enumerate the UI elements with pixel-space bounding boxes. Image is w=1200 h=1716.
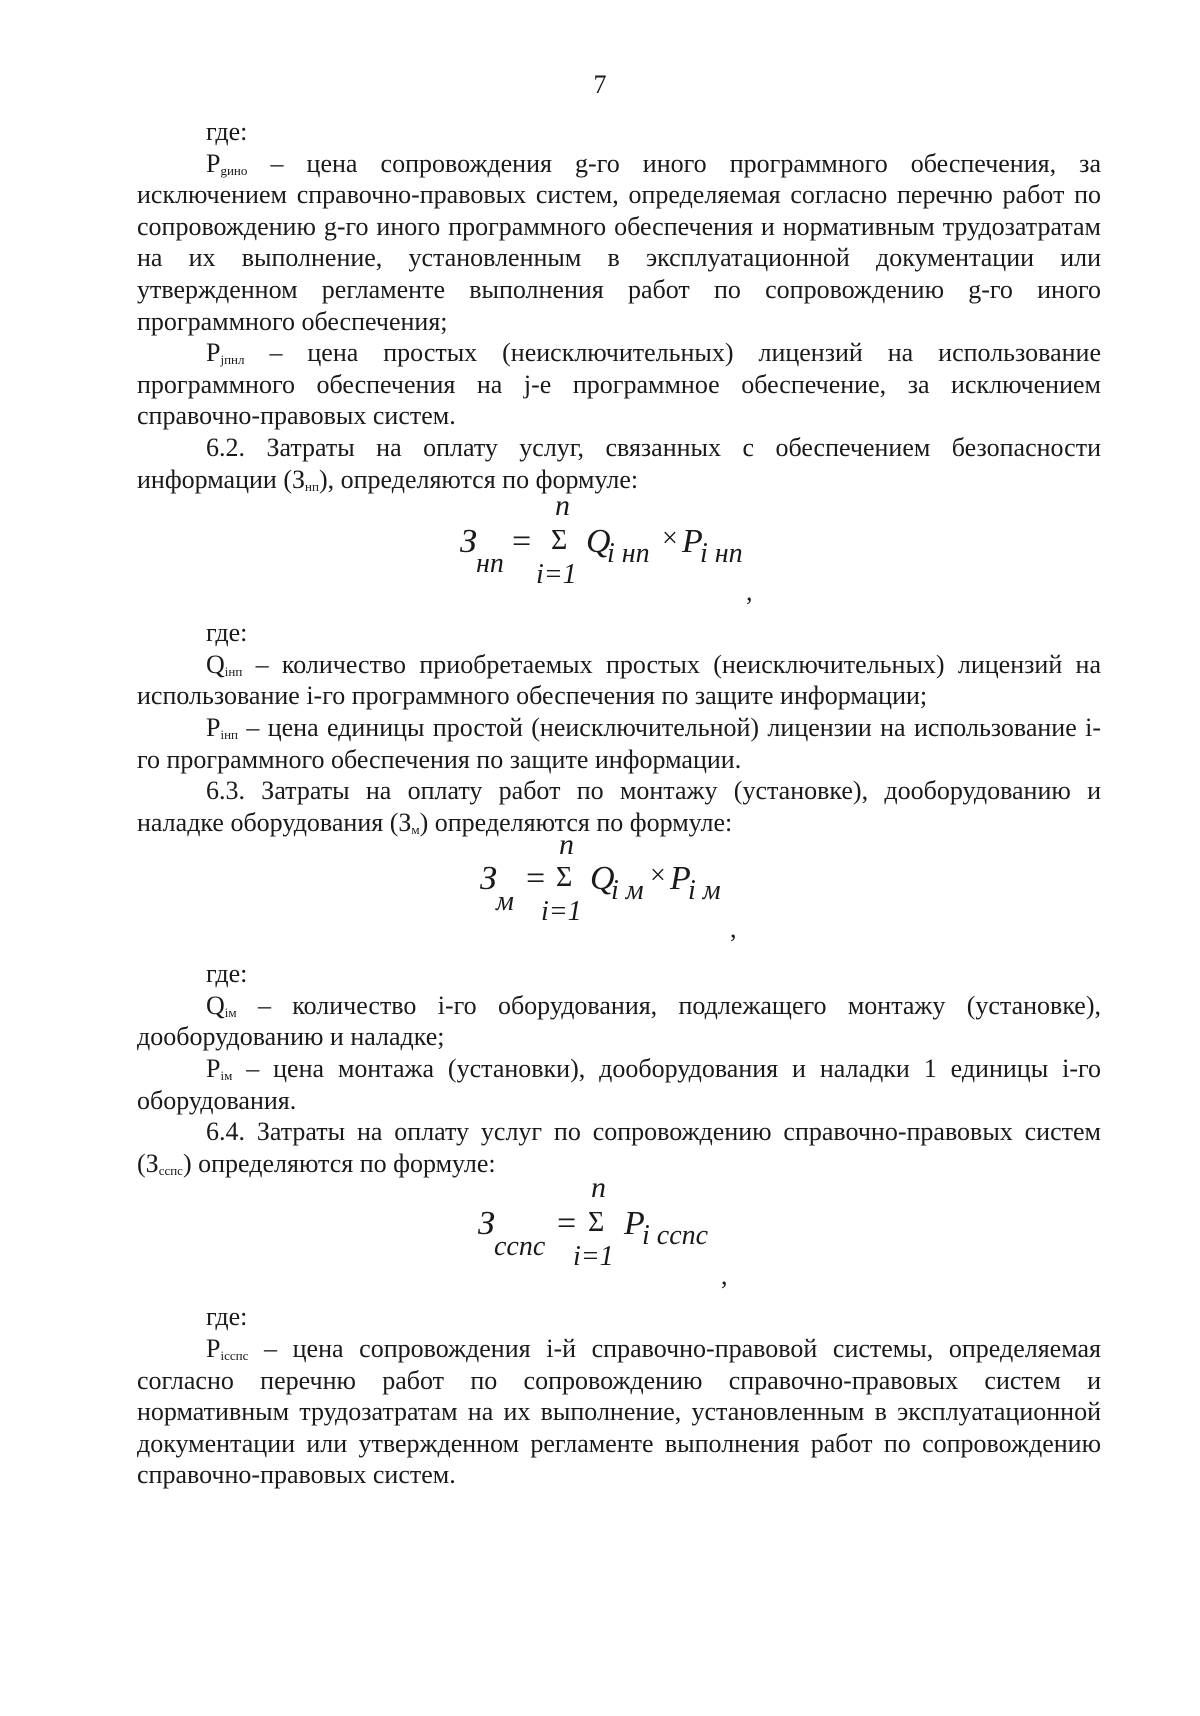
formula-z-m [137,828,1101,958]
formula-upper-limit: n [591,1171,606,1205]
definition-q-inp: $Q_{iнп}$ – количество приобретаемых простых (неисключительных) лицензий на использование i-го программного обеспечения по защите информации; [137,649,1101,711]
formula-p-sub: i м [688,875,721,907]
formula-p: P [624,1205,645,1243]
where-label: где: [206,1302,248,1332]
formula-p-sub: i нп [700,538,743,570]
formula-sum-sign: Σ [588,1207,605,1239]
formula-q: Q [586,523,611,561]
formula-p: P [682,523,703,561]
formula-q-sub: i нп [607,538,650,570]
formula-z-sspc [137,1171,1101,1301]
section-6-2-paragraph: 6.2. Затраты на оплату услуг, связанных с обеспечением безопасности информации $(З_{нп})$, определяются по формуле: [137,432,1101,494]
formula-lhs: З [478,1205,495,1243]
where-label: где: [206,618,248,648]
formula-times: × [662,523,678,555]
page-number: 7 [593,70,607,99]
formula-times: × [650,860,666,892]
formula-sum-sign: Σ [556,862,573,894]
formula-p-sub: i сспс [642,1220,709,1252]
formula-lhs-sub: м [496,886,514,918]
formula-comma: , [730,914,737,944]
formula-lhs: З [460,523,477,561]
formula-upper-limit: n [555,489,570,523]
page-content [137,116,1101,1491]
definition-q-im: $Q_{iм}$ – количество i-го оборудования, подлежащего монтажу (установке), дооборудованию и наладке; [137,990,1101,1052]
formula-lhs: З [480,860,497,898]
formula-z-np [137,489,1101,617]
formula-comma: , [721,1261,728,1291]
definition-p-inp: $P_{iнп}$ – цена единицы простой (неисключительной) лицензии на использование i-го программного обеспечения по защите информации. [137,712,1101,774]
section-6-4-paragraph: 6.4. Затраты на оплату услуг по сопровождению справочно-правовых систем $(З_{сспс})$ определяются по формуле: [137,1117,1101,1178]
formula-lhs-sub: сспс [494,1231,546,1263]
where-label: где: [206,959,248,989]
section-6-3-paragraph: 6.3. Затраты на оплату работ по монтажу (установке), дооборудованию и наладке оборудования $(З_м)$ определяются по формуле: [137,776,1101,837]
definition-p-gino: $P_{gино}$ – цена сопровождения g-го иного программного обеспечения, за исключением справочно-правовых систем, определяемая согласно перечню работ по сопровождению g-го иного программного обеспечения и нормативным трудозатратам на их выполнение, установленным в эксплуатационной документации или утвержденном регламенте выполнения работ по сопровождению g-го иного программного обеспечения; [137,148,1101,336]
formula-q-sub: i м [611,875,644,907]
definition-p-im: $P_{iм}$ – цена монтажа (установки), дооборудования и наладки 1 единицы i-го оборудования. [137,1054,1101,1115]
formula-equals: = [557,1205,577,1243]
formula-lower-limit: i=1 [573,1241,614,1273]
formula-upper-limit: n [559,828,574,862]
formula-sum-sign: Σ [551,525,568,557]
definition-p-jpnl: $P_{jпнл}$ – цена простых (неисключительных) лицензий на использование программного обеспечения на j-е программное обеспечение, за исключением справочно-правовых систем. [137,338,1101,431]
formula-equals: = [512,523,532,561]
where-label: где: [206,117,248,146]
formula-equals: = [526,860,546,898]
formula-comma: , [746,577,753,607]
formula-lower-limit: i=1 [541,896,582,928]
formula-lower-limit: i=1 [536,559,577,591]
formula-q: Q [590,860,615,898]
formula-lhs-sub: нп [476,548,504,580]
definition-p-isspc: $P_{iсспс}$ – цена сопровождения i-й справочно-правовой системы, определяемая согласно перечню работ по сопровождению справочно-правовых систем и нормативным трудозатратам на их выполнение, установленным в эксплуатационной документации или утвержденном регламенте выполнения работ по сопровождению справочно-правовых систем. [137,1334,1101,1490]
formula-p: P [670,860,691,898]
